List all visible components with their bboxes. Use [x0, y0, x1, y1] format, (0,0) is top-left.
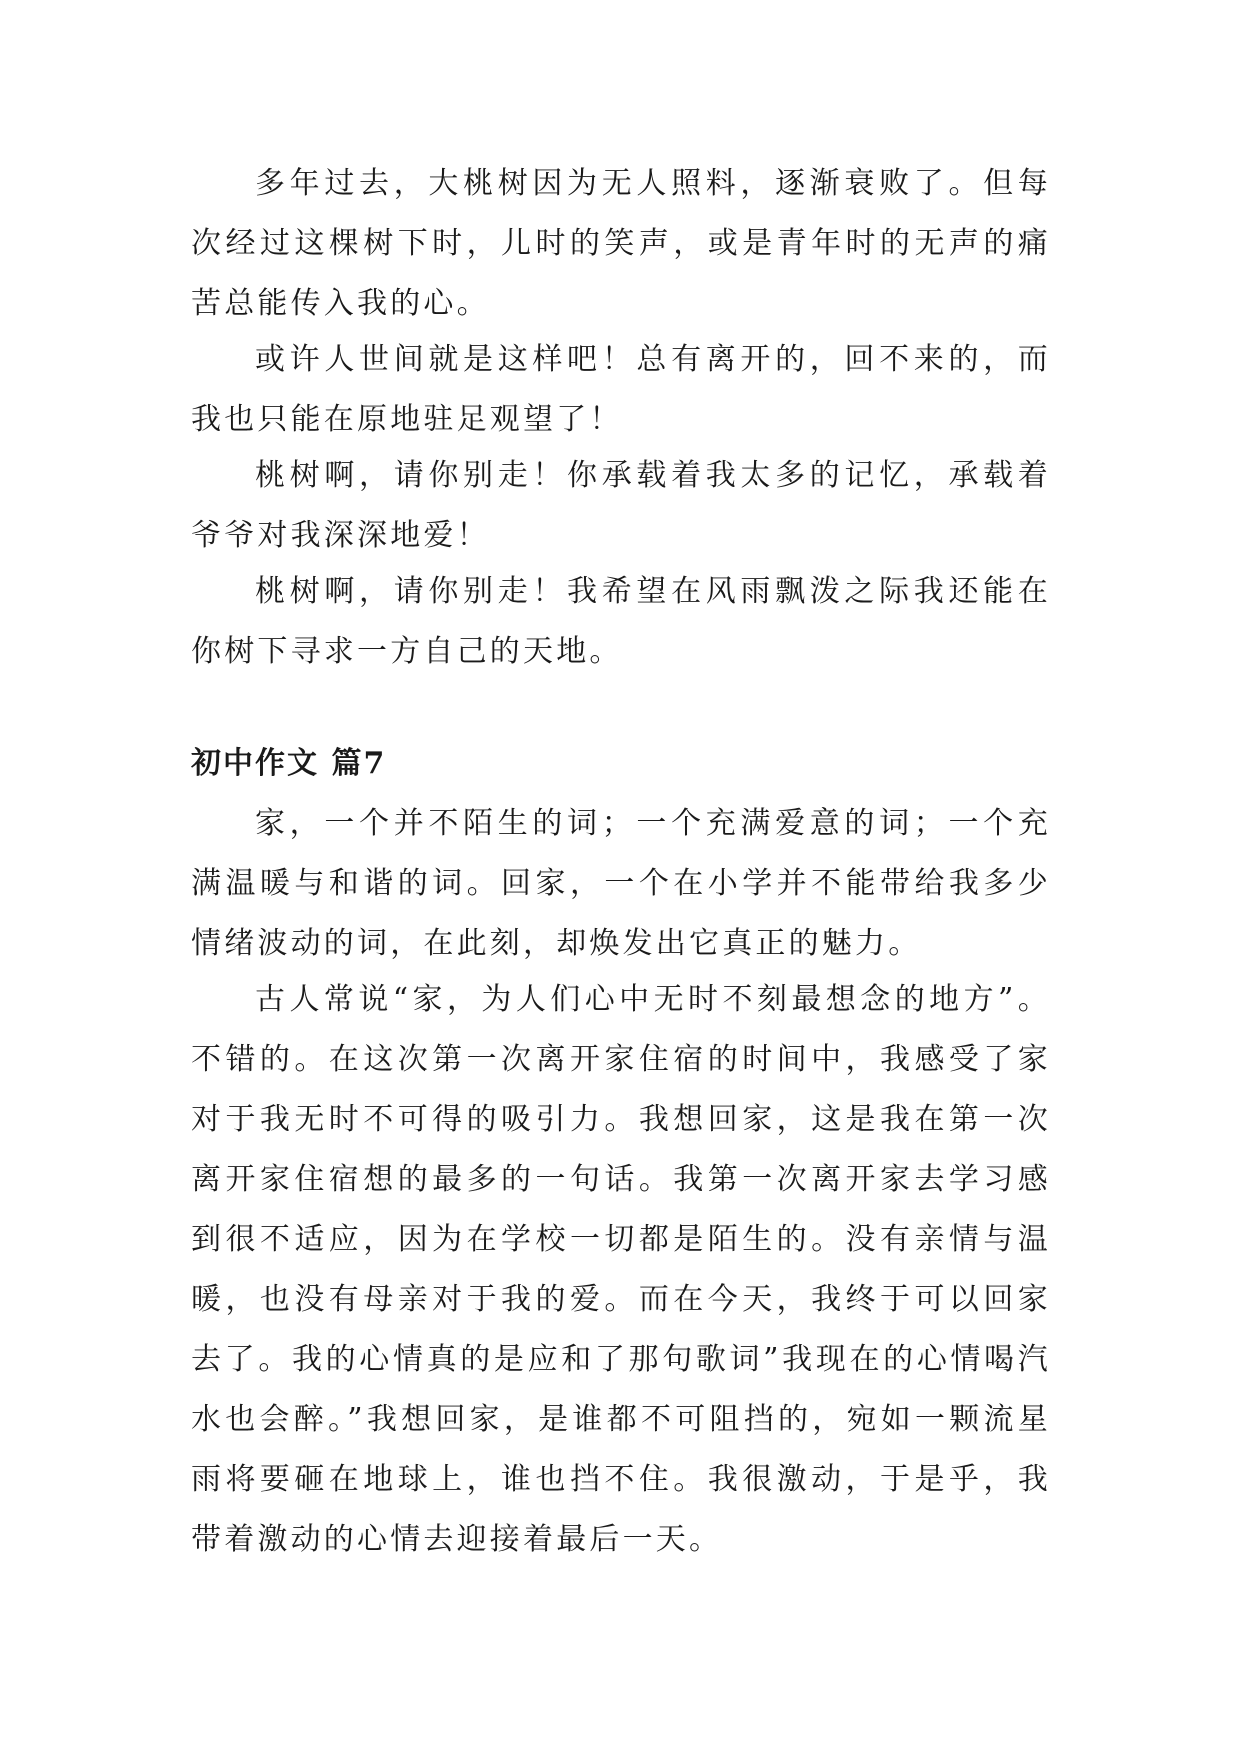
paragraph-home-definition: 家，一个并不陌生的词；一个充满爱意的词；一个充满温暖与和谐的词。回家，一个在小学并不能带给我多少情绪波动的词，在此刻，却焕发出它真正的魅力。	[191, 806, 1051, 961]
paragraph-peach-tree-hope: 桃树啊，请你别走！我希望在风雨飘泼之际我还能在你树下寻求一方自己的天地。	[191, 574, 1051, 669]
paragraph-peach-tree-memories: 桃树啊，请你别走！你承载着我太多的记忆，承载着爷爷对我深深地爱！	[191, 458, 1051, 553]
section-heading: 初中作文 篇7	[191, 746, 387, 781]
paragraph-peach-tree-decline: 多年过去，大桃树因为无人照料，逐渐衰败了。但每次经过这棵树下时，儿时的笑声，或是青年时的无声的痛苦总能传入我的心。	[191, 166, 1051, 321]
paragraph-going-home: 古人常说“家，为人们心中无时不刻最想念的地方”。不错的。在这次第一次离开家住宿的时间中，我感受了家对于我无时不可得的吸引力。我想回家，这是我在第一次离开家住宿想的最多的一句话。我第一次离开家去学习感到很不适应，因为在学校一切都是陌生的。没有亲情与温暖，也没有母亲对于我的爱。而在今天，我终于可以回家去了。我的心情真的是应和了那句歌词”我现在的心情喝汽水也会醉。”我想回家，是谁都不可阻挡的，宛如一颗流星雨将要砸在地球上，谁也挡不住。我很激动，于是乎，我带着激动的心情去迎接着最后一天。	[191, 982, 1051, 1557]
paragraph-world-reflection: 或许人世间就是这样吧！总有离开的，回不来的，而我也只能在原地驻足观望了！	[191, 342, 1051, 437]
